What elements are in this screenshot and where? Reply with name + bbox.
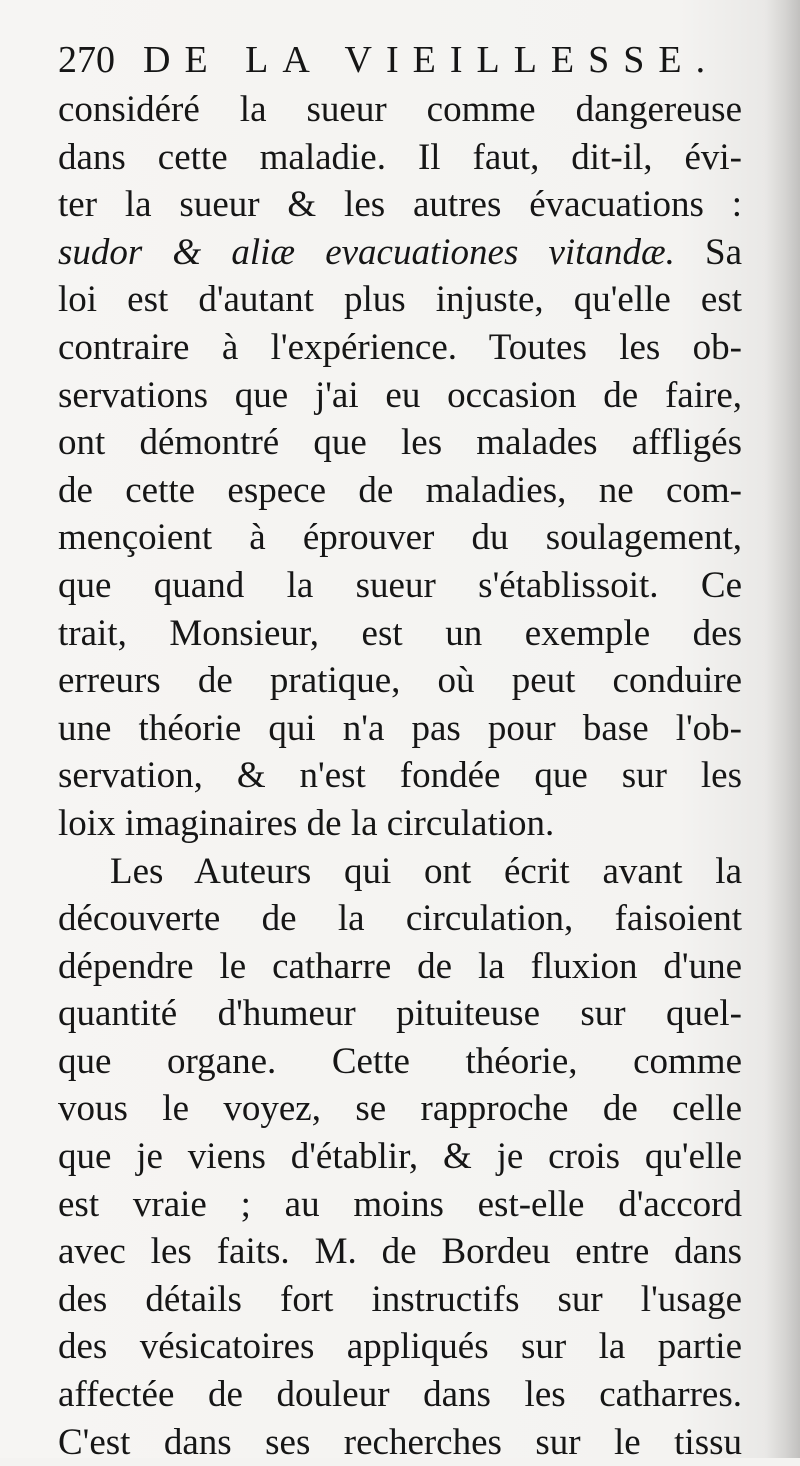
text-line: contraire à l'expérience. Toutes les ob- xyxy=(58,326,742,368)
page-number: 270 xyxy=(58,39,115,81)
text-line: loi est d'autant plus injuste, qu'elle est xyxy=(58,279,742,321)
text-line: affectée de douleur dans les catharres. xyxy=(58,1374,742,1416)
text-line: découverte de la circulation, faisoient xyxy=(58,898,742,940)
text-line: servation, & n'est fondée que sur les xyxy=(58,755,742,797)
text-line: dans cette maladie. Il faut, dit-il, évi- xyxy=(58,136,742,178)
text-line: des détails fort instructifs sur l'usage xyxy=(58,1278,742,1320)
text-line: loix imaginaires de la circulation. xyxy=(58,802,555,844)
running-head: DE LA VIEILLESSE. xyxy=(143,39,720,81)
text-line: quantité d'humeur pituiteuse sur quel- xyxy=(58,993,742,1035)
text-line: dépendre le catharre de la fluxion d'une xyxy=(58,945,742,987)
latin-quote: sudor & aliæ evacuationes vitandæ. xyxy=(58,231,675,273)
text-line: C'est dans ses recherches sur le tissu xyxy=(58,1421,742,1463)
text-line: ter la sueur & les autres évacuations : xyxy=(58,184,742,226)
text-line: avec les faits. M. de Bordeu entre dans xyxy=(58,1231,742,1273)
text-line: servations que j'ai eu occasion de faire, xyxy=(58,374,742,416)
text-line: trait, Monsieur, est un exemple des xyxy=(58,612,742,654)
text-line: vous le voyez, se rapproche de celle xyxy=(58,1088,742,1130)
text-line-with-quote xyxy=(58,229,742,277)
text-line: une théorie qui n'a pas pour base l'ob- xyxy=(58,707,742,749)
text-line: des vésicatoires appliqués sur la partie xyxy=(58,1326,742,1368)
text-line: est vraie ; au moins est-elle d'accord xyxy=(58,1183,742,1225)
text-line: que organe. Cette théorie, comme xyxy=(58,1040,742,1082)
text-line: de cette espece de maladies, ne com- xyxy=(58,469,742,511)
text-line: considéré la sueur comme dangereuse xyxy=(58,89,742,130)
text-fragment: Sa xyxy=(705,231,742,273)
text-line: erreurs de pratique, où peut conduire xyxy=(58,660,742,702)
text-line: que quand la sueur s'établissoit. Ce xyxy=(58,564,742,606)
text-line: mençoient à éprouver du soulagement, xyxy=(58,517,742,559)
page-header xyxy=(58,38,738,82)
text-line: ont démontré que les malades affligés xyxy=(58,422,742,464)
body-text xyxy=(58,86,742,1466)
text-line: que je viens d'établir, & je crois qu'elle xyxy=(58,1136,742,1178)
page-edge-shadow xyxy=(764,0,800,1458)
text-line: Les Auteurs qui ont écrit avant la xyxy=(110,850,742,892)
